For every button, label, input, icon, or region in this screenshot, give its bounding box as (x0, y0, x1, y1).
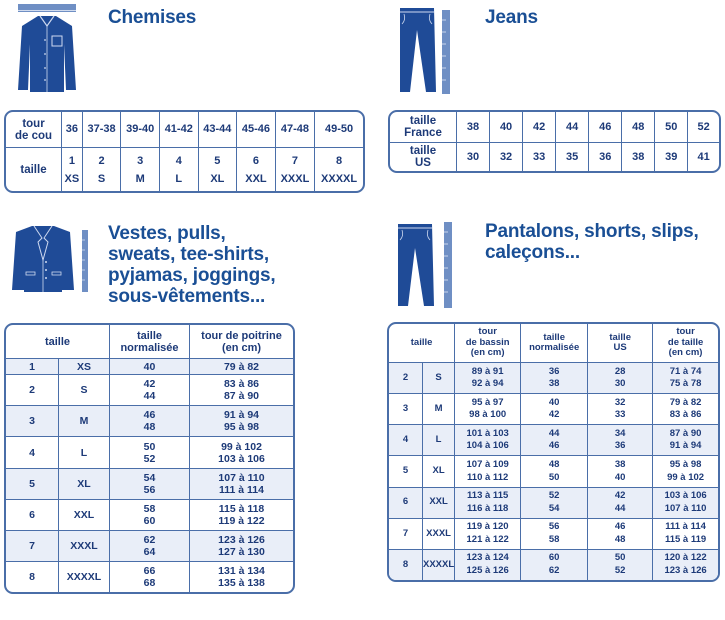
vestes-size-table (4, 323, 295, 594)
table-row (6, 500, 293, 531)
size-number: 6 (6, 500, 59, 531)
table-row (389, 550, 718, 580)
row-header-neck: tour de cou (6, 112, 62, 148)
us-size-cell: 39 (655, 143, 688, 171)
trousers-icon (396, 222, 456, 308)
size-number: 7 (389, 519, 423, 550)
us-size-cell: 35 (556, 143, 589, 171)
size-cell: 1 XS (62, 148, 83, 191)
row-header-france: taille France (390, 112, 457, 143)
size-letter: M (59, 406, 110, 437)
taille-normalisee-value: 58 60 (110, 500, 190, 531)
size-number: 8 (6, 562, 59, 592)
tour-de-poitrine-value: 115 à 118 119 à 122 (190, 500, 293, 531)
france-size-cell: 46 (589, 112, 622, 143)
tour-de-poitrine-value: 107 à 110 111 à 114 (190, 469, 293, 500)
section-title-pantalons: Pantalons, shorts, slips, caleçons... (485, 221, 699, 263)
size-number: 7 (6, 531, 59, 562)
pantalons-size-table (387, 322, 720, 582)
neck-size-cell: 41-42 (160, 112, 199, 148)
tour-de-taille-value: 87 à 90 91 à 94 (653, 425, 718, 456)
size-letter: L (423, 425, 455, 456)
section-title-vestes: Vestes, pulls, sweats, tee-shirts, pyjamas, joggings, sous-vêtements... (108, 223, 276, 307)
size-letter: XXL (423, 488, 455, 519)
neck-size-cell: 36 (62, 112, 83, 148)
size-number: 2 (389, 363, 423, 394)
table-row (389, 519, 718, 550)
jeans-icon (398, 6, 454, 94)
header-tour-de-bassin: tour de bassin (en cm) (455, 324, 521, 363)
taille-normalisee-value: 66 68 (110, 562, 190, 592)
taille-normalisee-value: 46 48 (110, 406, 190, 437)
tour-de-bassin-value: 107 à 109 110 à 112 (455, 456, 521, 487)
france-size-cell: 40 (490, 112, 523, 143)
size-cell: 7 XXXL (276, 148, 315, 191)
tour-de-poitrine-value: 131 à 134 135 à 138 (218, 565, 265, 590)
france-size-cell: 48 (622, 112, 655, 143)
us-size-cell: 36 (589, 143, 622, 171)
taille-normalisee-value: 60 62 (521, 550, 588, 580)
size-number: 5 (389, 456, 423, 487)
section-title-jeans: Jeans (485, 7, 538, 28)
taille-normalisee-value: 40 42 (521, 394, 588, 425)
chemises-size-table (4, 110, 365, 193)
size-number: 3 (6, 406, 59, 437)
header-tour-de-taille: tour de taille (en cm) (653, 324, 718, 363)
taille-us-value: 50 52 (588, 550, 653, 580)
table-row (6, 469, 293, 500)
size-number: 5 (6, 469, 59, 500)
tour-de-bassin-value: 89 à 91 92 à 94 (455, 363, 521, 394)
row-header-us: taille US (390, 143, 457, 171)
jeans-size-table (388, 110, 721, 173)
tour-de-taille-value: 71 à 74 75 à 78 (653, 363, 718, 394)
header-taille: taille (389, 324, 455, 363)
size-cell: 4 L (160, 148, 199, 191)
size-number: 2 (6, 375, 59, 406)
size-cell: 2 S (83, 148, 122, 191)
table-row (389, 488, 718, 519)
taille-normalisee-value: 62 64 (110, 531, 190, 562)
france-size-cell: 50 (655, 112, 688, 143)
table-row (6, 359, 293, 375)
taille-us-value: 32 33 (588, 394, 653, 425)
tour-de-taille-value: 95 à 98 99 à 102 (653, 456, 718, 487)
france-size-cell: 38 (457, 112, 490, 143)
size-number: 6 (389, 488, 423, 519)
tour-de-bassin-value: 119 à 120 121 à 122 (455, 519, 521, 550)
taille-us-value: 34 36 (588, 425, 653, 456)
france-size-cell: 44 (556, 112, 589, 143)
size-cell: 6 XXL (237, 148, 276, 191)
table-row (6, 437, 293, 468)
header-tour-de-poitrine: tour de poitrine (en cm) (190, 325, 293, 359)
table-row (6, 375, 293, 406)
tour-de-poitrine-value: 99 à 102 103 à 106 (190, 437, 293, 468)
taille-normalisee-value: 50 52 (110, 437, 190, 468)
size-letter: M (423, 394, 455, 425)
size-number: 1 (6, 359, 59, 375)
table-row (6, 531, 293, 562)
size-cell: 8 XXXXL (321, 154, 358, 185)
us-size-cell: 30 (457, 143, 490, 171)
size-cell: 3 M (121, 148, 160, 191)
us-size-cell: 41 (697, 150, 710, 163)
taille-normalisee-value: 42 44 (110, 375, 190, 406)
header-taille-us: taille US (588, 324, 653, 363)
taille-normalisee-value: 40 (110, 359, 190, 375)
taille-normalisee-value: 44 46 (521, 425, 588, 456)
us-size-cell: 33 (523, 143, 556, 171)
neck-size-cell: 37-38 (83, 112, 122, 148)
jacket-icon (12, 224, 92, 294)
header-taille: taille (6, 325, 110, 359)
france-size-cell: 52 (688, 112, 719, 143)
size-letter: XXXL (423, 519, 455, 550)
size-number: 4 (6, 437, 59, 468)
tour-de-taille-value: 120 à 122 123 à 126 (653, 550, 718, 580)
table-row (389, 394, 718, 425)
header-taille-normalisee: taille normalisée (110, 325, 190, 359)
tour-de-taille-value: 79 à 82 83 à 86 (653, 394, 718, 425)
size-letter: XXXL (59, 531, 110, 562)
size-letter: S (59, 375, 110, 406)
table-row (389, 425, 718, 456)
size-number: 4 (389, 425, 423, 456)
neck-size-cell: 39-40 (121, 112, 160, 148)
section-title-chemises: Chemises (108, 7, 197, 28)
neck-size-cell: 47-48 (276, 112, 315, 148)
tour-de-poitrine-value: 83 à 86 87 à 90 (190, 375, 293, 406)
taille-normalisee-value: 36 38 (521, 363, 588, 394)
us-size-cell: 32 (490, 143, 523, 171)
size-number: 8 (389, 550, 423, 580)
size-letter: S (423, 363, 455, 394)
size-letter: XL (59, 469, 110, 500)
tour-de-bassin-value: 95 à 97 98 à 100 (455, 394, 521, 425)
taille-us-value: 38 40 (588, 456, 653, 487)
neck-size-cell: 45-46 (237, 112, 276, 148)
size-letter: XXL (59, 500, 110, 531)
taille-normalisee-value: 52 54 (521, 488, 588, 519)
size-number: 3 (389, 394, 423, 425)
tour-de-poitrine-value: 123 à 126 127 à 130 (190, 531, 293, 562)
tour-de-taille-value: 111 à 114 115 à 119 (653, 519, 718, 550)
taille-normalisee-value: 54 56 (110, 469, 190, 500)
tour-de-bassin-value: 101 à 103 104 à 106 (455, 425, 521, 456)
us-size-cell: 38 (622, 143, 655, 171)
row-header-size: taille (6, 148, 62, 191)
taille-us-value: 46 48 (588, 519, 653, 550)
tour-de-bassin-value: 113 à 115 116 à 118 (455, 488, 521, 519)
tour-de-poitrine-value: 79 à 82 (190, 359, 293, 375)
tour-de-poitrine-value: 91 à 94 95 à 98 (190, 406, 293, 437)
size-letter: XXXXL (59, 562, 110, 592)
tour-de-bassin-value: 123 à 124 125 à 126 (455, 550, 521, 580)
neck-size-cell: 43-44 (199, 112, 238, 148)
size-letter: L (59, 437, 110, 468)
table-row (389, 456, 718, 487)
table-row (6, 562, 293, 592)
tour-de-taille-value: 103 à 106 107 à 110 (653, 488, 718, 519)
taille-us-value: 42 44 (588, 488, 653, 519)
size-cell: 5 XL (199, 148, 238, 191)
taille-normalisee-value: 48 50 (521, 456, 588, 487)
size-letter: XL (423, 456, 455, 487)
size-letter: XS (59, 359, 110, 375)
size-letter: XXXXL (423, 550, 455, 580)
header-taille-normalisee: taille normalisée (521, 324, 588, 363)
table-row (389, 363, 718, 394)
taille-normalisee-value: 56 58 (521, 519, 588, 550)
neck-size-cell: 49-50 (315, 112, 363, 148)
shirt-icon (14, 4, 80, 92)
taille-us-value: 28 30 (588, 363, 653, 394)
table-row (6, 406, 293, 437)
france-size-cell: 42 (523, 112, 556, 143)
